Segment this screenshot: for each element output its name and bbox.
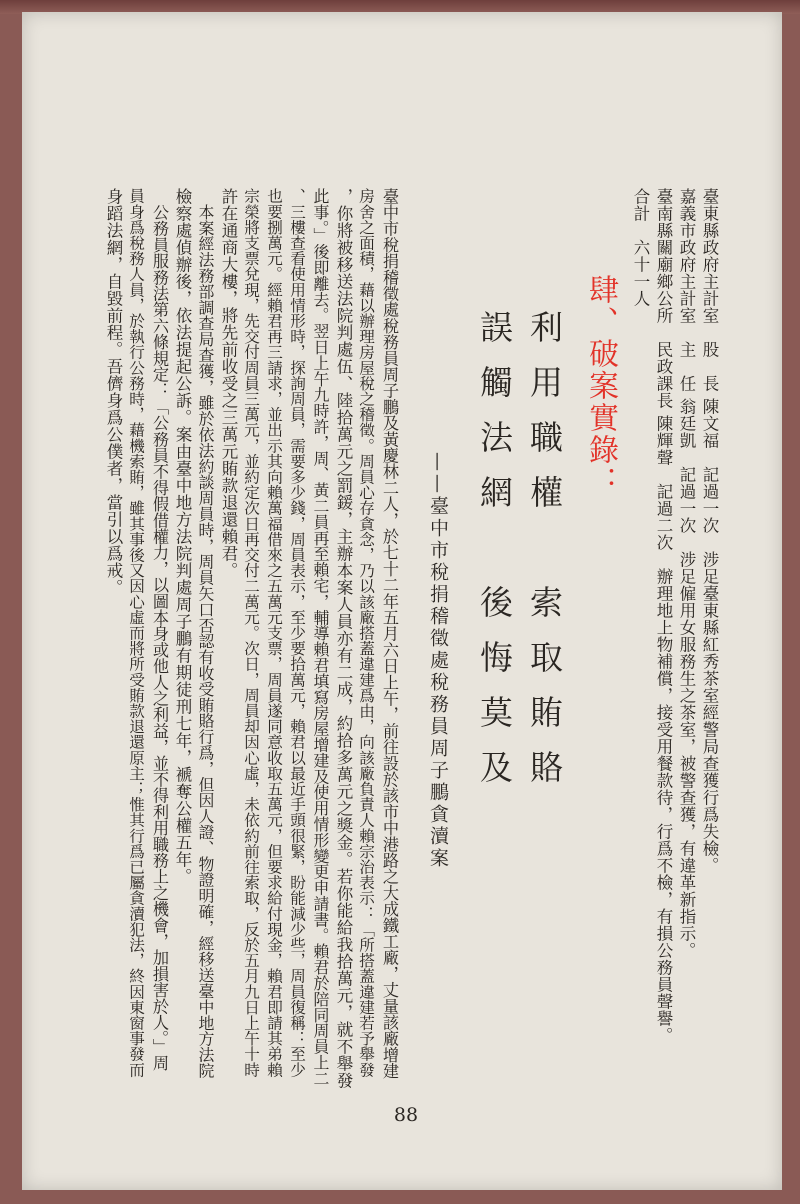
body-line: 許在通商大樓，將先前收受之三萬元賄款退還賴君。 xyxy=(219,188,238,579)
body-line: 臺中市稅捐稽徵處稅務員周子鵬及黃慶林二人，於七十二年五月六日上午，前往設於該市中港路之大成鐵工廠，丈量該廠增建 xyxy=(380,188,399,1079)
body-line: 、三樓查看使用情形時，探詢周員，需要多少錢，周員表示，至少要拾萬元，賴君以最近手頭很緊，盼能減少些，周員復稱：至少 xyxy=(288,188,306,1078)
body-line: 員身爲稅務人員，於執行公務時，藉機索賄，雖其事後又因心虛而將所受賄款退還原主；惟其行爲已屬貪瀆犯法，終因東窗事發而 xyxy=(127,188,145,1078)
page-number: 88 xyxy=(393,1104,419,1126)
entry-row: 臺南縣關廟鄉公所 民政課長 陳輝聲 記過二次 辦理地上物補償，接受用餐款待，行爲不檢，有損公務員聲譽。 xyxy=(654,188,673,1044)
body-line: 身蹈法網，自毀前程。吾儕身爲公僕者，當引以爲戒。 xyxy=(104,188,123,596)
section-heading: 肆、破案實錄： xyxy=(583,274,618,498)
entry-row: 嘉義市政府主計室 主 任 翁廷凱 記過一次 涉足僱用女服務生之茶室，被警查獲，有違革新指示。 xyxy=(677,188,696,959)
body-line: 宗榮將支票兌現，先交付周員三萬元，並約定次日再交付二萬元。次日，周員却因心虛，未依約前往索取，反於五月九日上午十時 xyxy=(242,188,260,1078)
case-title: 誤觸法網 後悔莫及 xyxy=(475,310,514,805)
body-line: 房舍之面積，藉以辦理房屋稅之稽徵。周員心存貪念，乃以該廠搭蓋違建爲由，向該廠負責人賴宗治表示：「所搭蓋違建若予舉發 xyxy=(357,188,375,1078)
body-line: 本案經法務部調查局查獲，雖於依法約談周員時，周員矢口否認有收受賄賂行爲，但因人證、物證明確，經移送臺中地方法院 xyxy=(196,188,215,1079)
case-title: 利用職權 索取賄賂 xyxy=(525,310,564,805)
body-line: ，你將被移送法院判處伍、陸拾萬元之罰鍰，主辦本案人員亦有二成，約拾多萬元之獎金。若你能給我拾萬元，就不舉發 xyxy=(334,188,353,1089)
body-line: 檢察處偵辦後，依法提起公訴。案由臺中地方法院判處周子鵬有期徒刑七年，褫奪公權五年。 xyxy=(173,188,192,885)
body-line: 此事。」後即離去。翌日上午九時許，周、黃二員再至賴宅，輔導賴君填寫房屋增建及使用情形變更申請書。賴君於陪同周員上二 xyxy=(311,188,330,1087)
body-line: 公務員服務法第六條規定：「公務員不得假借權力，以圖本身或他人之利益，並不得利用職務上之機會，加損害於人。」周 xyxy=(150,188,169,1071)
entry-row: 臺東縣政府主計室 股 長 陳文福 記過一次 涉足臺東縣紅秀茶室經警局查獲行爲失檢。 xyxy=(700,188,719,874)
book-page xyxy=(22,12,782,1190)
entry-total: 合計 六十一人 xyxy=(631,188,650,307)
body-line: 也要捌萬元。經賴君再三請求，並出示其向賴萬福借來之五萬元支票，周員遂同意收取五萬元，但要求給付現金，賴君即請其弟賴 xyxy=(265,188,283,1078)
case-subtitle: ——臺中市稅捐稽徵處稅務員周子鵬貪瀆案 xyxy=(427,452,449,870)
